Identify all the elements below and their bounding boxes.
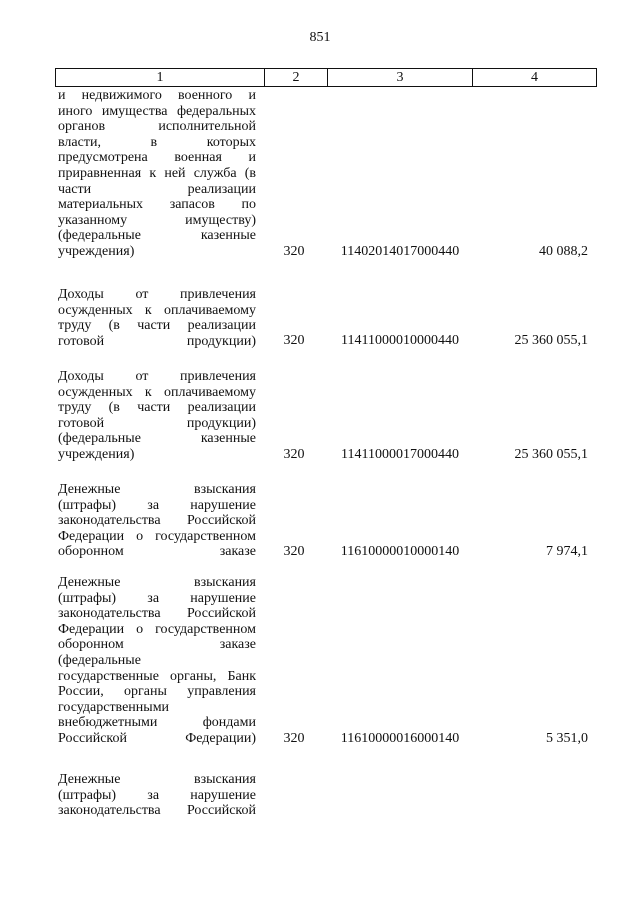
description-line: России, органы управления	[58, 684, 256, 700]
column-header-4: 4	[473, 69, 597, 87]
row-description	[58, 482, 256, 560]
description-line: указанному имуществу)	[58, 212, 256, 228]
row-admin-code: 320	[283, 243, 305, 259]
description-line: государственными	[58, 699, 170, 715]
row-budget-code: 11411000010000440	[341, 333, 459, 349]
description-line: оборонном заказе	[58, 637, 256, 653]
row-admin-code: 320	[283, 543, 305, 559]
row-admin-code: 320	[283, 446, 305, 462]
description-line: Денежные взыскания	[58, 575, 256, 590]
row-description	[58, 287, 256, 349]
description-line: (штрафы) за нарушение	[58, 590, 256, 606]
description-line: труду (в части реализации	[58, 400, 256, 416]
description-line: законодательства Российской	[58, 803, 256, 819]
description-line: органов исполнительной	[58, 119, 256, 135]
description-line: Российской Федерации)	[58, 730, 256, 746]
row-amount: 25 360 055,1	[514, 446, 588, 462]
column-header-row	[56, 69, 597, 87]
description-line: законодательства Российской	[58, 606, 256, 622]
description-line: и недвижимого военного и	[58, 88, 256, 103]
description-line: готовой продукции)	[58, 415, 256, 431]
column-header-2: 2	[265, 69, 328, 87]
description-line: (федеральные	[58, 652, 141, 668]
page-number: 851	[309, 30, 331, 45]
description-line: учреждения)	[58, 243, 135, 259]
description-line: (штрафы) за нарушение	[58, 497, 256, 513]
row-amount: 5 351,0	[546, 730, 588, 746]
description-line: Денежные взыскания	[58, 772, 256, 787]
description-line: осужденных к оплачиваемому	[58, 302, 256, 318]
row-description	[58, 575, 256, 747]
row-description	[58, 369, 256, 463]
column-header-1: 1	[56, 69, 265, 87]
column-header-table	[55, 68, 597, 87]
row-budget-code: 11610000010000140	[340, 543, 460, 559]
description-line: (штрафы) за нарушение	[58, 787, 256, 803]
row-budget-code: 11610000016000140	[340, 730, 460, 746]
row-amount: 7 974,1	[546, 543, 588, 559]
description-line: приравненная к ней служба (в	[58, 165, 256, 181]
row-admin-code: 320	[283, 333, 305, 349]
description-line: власти, в которых	[58, 134, 256, 150]
description-line: (федеральные казенные	[58, 431, 256, 447]
row-description	[58, 772, 256, 819]
description-line: оборонном заказе	[58, 544, 256, 560]
row-budget-code: 11411000017000440	[341, 446, 459, 462]
description-line: осужденных к оплачиваемому	[58, 384, 256, 400]
row-admin-code: 320	[283, 730, 305, 746]
description-line: готовой продукции)	[58, 333, 256, 349]
description-line: части реализации	[58, 181, 256, 197]
description-line: Денежные взыскания	[58, 482, 256, 497]
description-line: материальных запасов по	[58, 197, 256, 213]
description-line: государственные органы, Банк	[58, 668, 256, 684]
description-line: учреждения)	[58, 446, 135, 462]
row-description	[58, 88, 256, 260]
description-line: труду (в части реализации	[58, 318, 256, 334]
description-line: Доходы от привлечения	[58, 369, 256, 384]
description-line: (федеральные казенные	[58, 228, 256, 244]
description-line: предусмотрена военная и	[58, 150, 256, 166]
description-line: Доходы от привлечения	[58, 287, 256, 302]
row-budget-code: 11402014017000440	[340, 243, 460, 259]
description-line: внебюджетными фондами	[58, 715, 256, 731]
description-line: Федерации о государственном	[58, 528, 256, 544]
row-amount: 40 088,2	[539, 243, 588, 259]
column-header-3: 3	[328, 69, 473, 87]
description-line: законодательства Российской	[58, 513, 256, 529]
description-line: иного имущества федеральных	[58, 103, 256, 119]
description-line: Федерации о государственном	[58, 621, 256, 637]
row-amount: 25 360 055,1	[514, 333, 588, 349]
